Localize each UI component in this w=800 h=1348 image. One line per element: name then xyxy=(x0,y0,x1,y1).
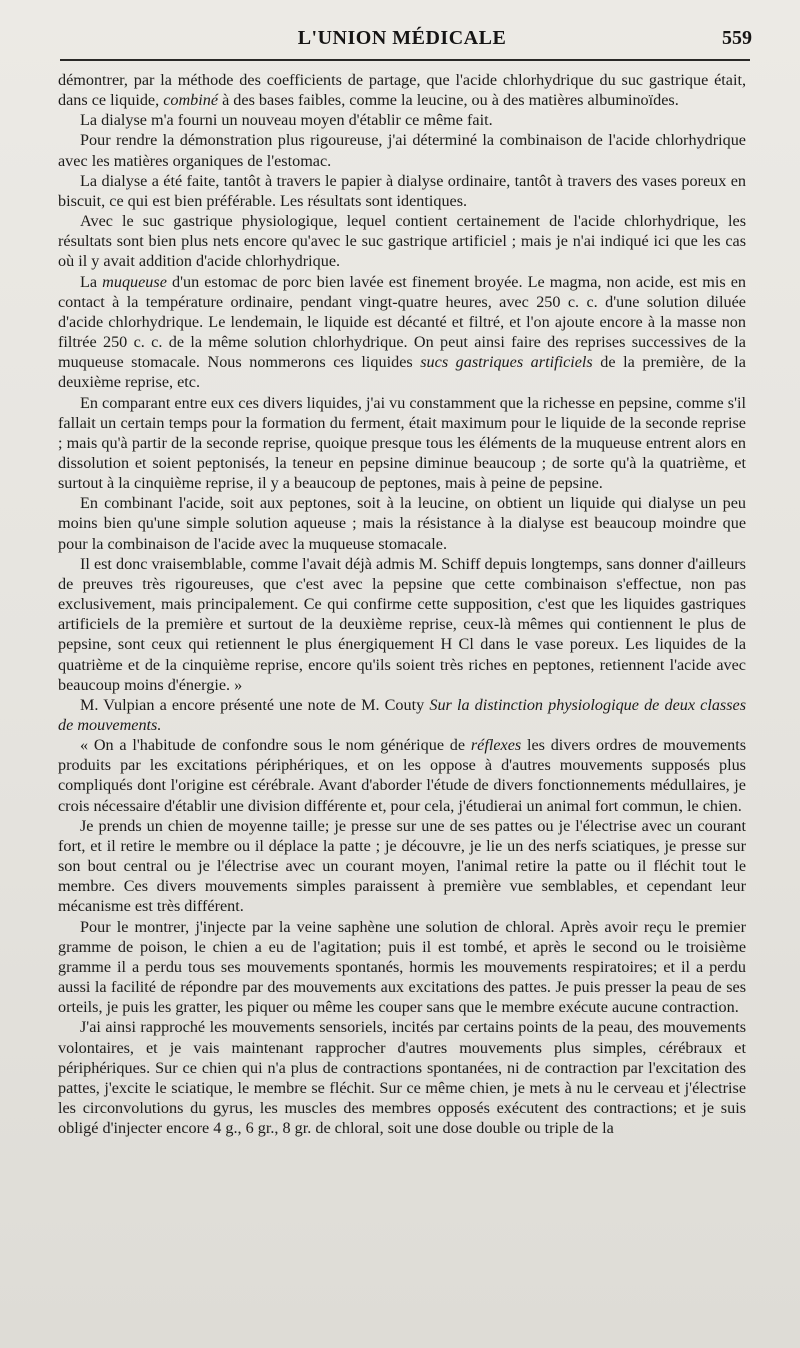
paragraph xyxy=(58,70,746,110)
text-run: J'ai ainsi rapproché les mouvements sensoriels, incités par certains points de la peau, des mouvements volontaires, et je vais maintenant rapprocher d'autres mouvements plus simples, cérébraux et périphériques. Sur ce chien qui n'a plus de contractions spontanées, ni de contraction par l'excitation des pattes, j'excite le sciatique, le membre se fléchit. Sur ce même chien, je mets à nu le cerveau et j'électrise les circonvolutions du gyrus, les muscles des membres opposés exécutent des contractions; et je suis obligé d'injecter encore 4 g., 6 gr., 8 gr. de chloral, soit une dose double ou triple de la xyxy=(58,1018,746,1138)
running-title: L'UNION MÉDICALE xyxy=(297,27,507,49)
paragraph xyxy=(58,816,746,917)
paragraph xyxy=(58,1017,746,1138)
text-run: à des bases faibles, comme la leucine, ou à des matières albuminoïdes. xyxy=(218,91,679,110)
paragraph xyxy=(58,130,746,170)
paragraph xyxy=(58,110,746,130)
paragraph xyxy=(58,917,746,1018)
paragraph xyxy=(58,695,746,735)
text-run: Pour le montrer, j'injecte par la veine saphène une solution de chloral. Après avoir reçu le premier gramme de poison, le chien a eu de l'agitation; puis il est tombé, et après le second ou le troisième gramme il a perdu tous ses mouvements spontanés, hormis les mouvements respiratoires; et il a perdu aussi la facilité de répondre par des mouvements aux excitations des pattes. Je puis presser la peau de ses orteils, je puis les gratter, les piquer ou même les couper sans que le membre exécute aucune contraction. xyxy=(58,917,746,1017)
text-run: En comparant entre eux ces divers liquides, j'ai vu constamment que la richesse en pepsine, comme s'il fallait un certain temps pour la formation du ferment, était maximum pour le liquide de la seconde reprise ; mais qu'à partir de la seconde reprise, quoique presque tous les éléments de la muqueuse entrent alors en dissolution et soient peptonisés, la teneur en pepsine diminue beaucoup ; de sorte qu'à la quatrième, et surtout à la cinquième reprise, il y a beaucoup de peptones, mais à peine de pepsine. xyxy=(58,393,746,493)
text-run: les divers ordres de mouvements produits par les excitations périphériques, et on les oppose à d'autres mouvements supposés plus compliqués dont l'origine est cérébrale. Avant d'aborder l'étude de divers fonctionnements médullaires, je crois nécessaire d'établir une division différente et, pour cela, j'étudierai un animal fort commun, le chien. xyxy=(58,736,746,815)
text-run: La dialyse m'a fourni un nouveau moyen d'établir ce même fait. xyxy=(80,111,493,130)
paragraph xyxy=(58,272,746,393)
text-run: Je prends un chien de moyenne taille; je presse sur une de ses pattes ou je l'électrise avec un courant fort, et il retire le membre ou il déplace la patte ; je découvre, je lie un des nerfs sciatiques, je presse sur son bout central ou je l'électrise avec un courant moyen, l'animal retire la patte ou il fléchit tout le membre. Ces divers mouvements simples paraissent à première vue semblables, et cependant leur mécanisme est très différent. xyxy=(58,816,746,916)
page-header xyxy=(52,27,752,55)
italic-run: sucs gastriques artificiels xyxy=(420,353,593,372)
paragraph xyxy=(58,554,746,695)
text-run: En combinant l'acide, soit aux peptones, soit à la leucine, on obtient un liquide qui dialyse un peu moins bien qu'une simple solution aqueuse ; mais la résistance à la dialyse est beaucoup moindre que pour la combinaison de l'acide avec la muqueuse stomacale. xyxy=(58,494,746,553)
italic-run: réflexes xyxy=(470,736,522,755)
text-run: La dialyse a été faite, tantôt à travers le papier à dialyse ordinaire, tantôt à travers des vases poreux en biscuit, ce qui est bien préférable. Les résultats sont identiques. xyxy=(58,171,746,210)
text-run: M. Vulpian a encore présenté une note de M. Couty xyxy=(80,695,430,714)
text-run: Il est donc vraisemblable, comme l'avait déjà admis M. Schiff depuis longtemps, sans donner d'ailleurs de preuves très rigoureuses, que c'est avec la pepsine que cette combinaison s'effectue, non pas exclusivement, mais principalement. Ce qui confirme cette supposition, c'est que les liquides gastriques artificiels de la première et surtout de la deuxième reprise, ceux-là mêmes qui contiennent le plus de pepsine, sont ceux qui retiennent le plus énergiquement H Cl dans le vase poreux. Les liquides de la quatrième et de la cinquième reprise, encore qu'ils soient très riches en peptones, retiennent l'acide avec beaucoup moins d'énergie. » xyxy=(58,554,746,694)
paragraph xyxy=(58,393,746,494)
text-run: Avec le suc gastrique physiologique, lequel contient certainement de l'acide chlorhydrique, les résultats sont bien plus nets encore qu'avec le suc gastrique artificiel ; mais je n'ai indiqué ici que les cas où il y avait addition d'acide chlorhydrique. xyxy=(58,212,746,271)
text-run: La xyxy=(80,272,103,291)
header-rule xyxy=(60,59,750,61)
text-run: d'un estomac de porc bien lavée est finement broyée. Le magma, non acide, est mis en contact à la température ordinaire, pendant vingt-quatre heures, avec 250 c. c. d'une solution diluée d'acide chlorhydrique. Le lendemain, le liquide est décanté et filtré, et l'on ajoute encore à la masse non filtrée 250 c. c. de la même solution chlorhydrique. On peut ainsi faire des reprises successives de la muqueuse stomacale. Nous nommerons ces liquides xyxy=(58,272,746,372)
paragraph xyxy=(58,171,746,211)
text-run: Pour rendre la démonstration plus rigoureuse, j'ai déterminé la combinaison de l'acide chlorhydrique avec les matières organiques de l'estomac. xyxy=(58,131,746,170)
text-run: démontrer, par la méthode des coefficients de partage, que l'acide chlorhydrique du suc gastrique était, dans ce liquide, xyxy=(58,71,746,110)
paragraph xyxy=(58,493,746,553)
italic-run: Sur la distinction physiologique de deux classes de mouvements. xyxy=(58,695,747,734)
text-run: « On a l'habitude de confondre sous le nom générique de xyxy=(80,736,471,755)
italic-run: combiné xyxy=(163,91,219,110)
article-body xyxy=(58,70,746,1138)
italic-run: muqueuse xyxy=(102,272,167,291)
paragraph xyxy=(58,735,746,816)
page-number: 559 xyxy=(722,27,752,49)
text-run: de la première, de la deuxième reprise, etc. xyxy=(58,353,746,392)
paragraph xyxy=(58,211,746,271)
